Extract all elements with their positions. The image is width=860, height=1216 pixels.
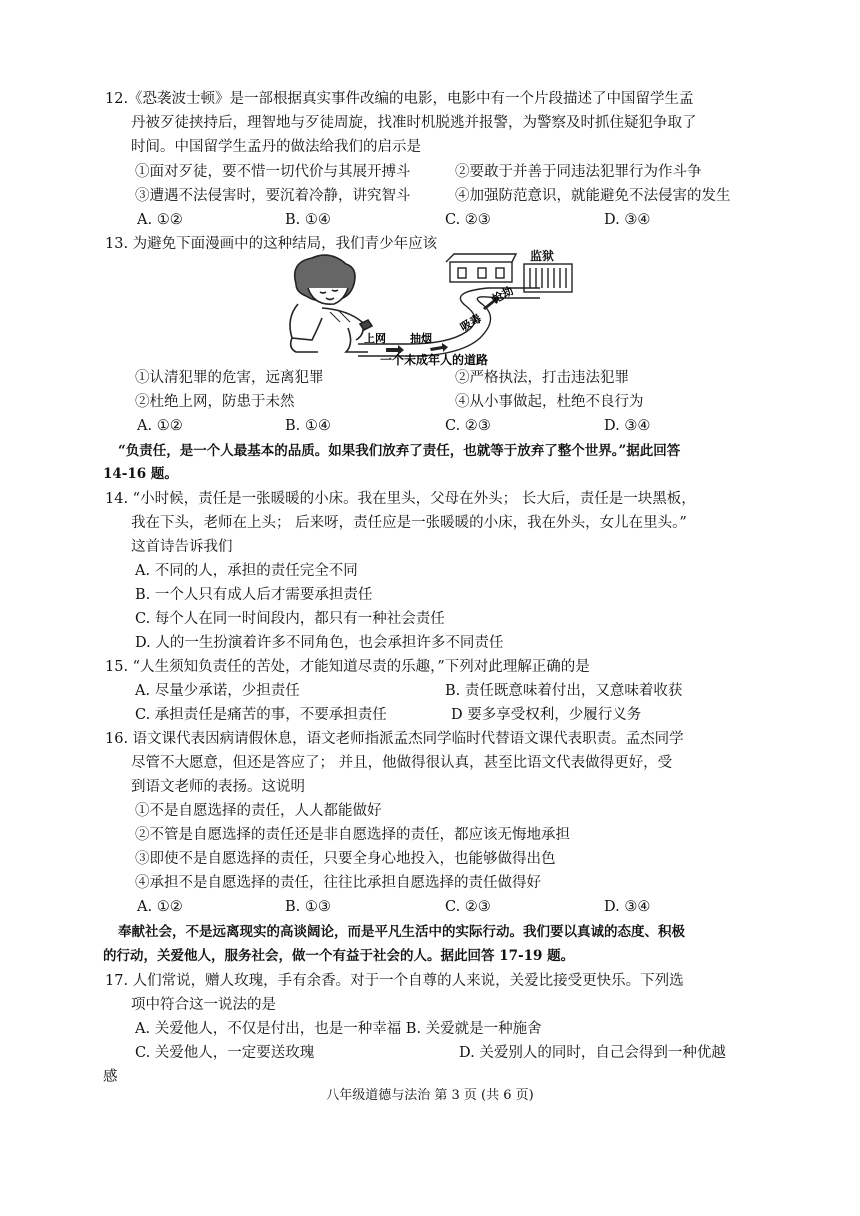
q12-option-d: D. ③④ xyxy=(604,212,651,228)
q13-cartoon xyxy=(278,248,586,366)
road-step-2: 抽烟 xyxy=(410,333,432,345)
q16-statement-1: ①不是自愿选择的责任，人人都能做好 xyxy=(135,803,382,819)
q17-option-c: C. 关爱他人，一定要送玫瑰 xyxy=(135,1045,315,1061)
q14-stem-line-3: 这首诗告诉我们 xyxy=(131,539,233,555)
q12-stem-line-2: 丹被歹徒挟持后，理智地与歹徒周旋，找准时机脱逃并报警，为警察及时抓住疑犯争取了 xyxy=(131,115,697,131)
q17-stem-line-2: 项中符合这一说法的是 xyxy=(131,997,276,1013)
q13-statement-2: ②严格执法，打击违法犯罪 xyxy=(455,370,629,386)
q16-option-b: B. ①③ xyxy=(285,899,331,915)
q13-option-d: D. ③④ xyxy=(604,418,651,434)
road-step-3: 吸毒 xyxy=(458,312,484,335)
q13-statement-1: ①认清犯罪的危害，远离犯罪 xyxy=(135,370,324,386)
intro-14-16-line-1: “负责任，是一个人最基本的品质。如果我们放弃了责任，也就等于放弃了整个世界。”据此回答 xyxy=(118,443,681,459)
q14-option-c: C. 每个人在同一时间段内，都只有一种社会责任 xyxy=(135,611,445,627)
road-step-1: 上网 xyxy=(364,333,386,345)
q16-stem-line-3: 到语文老师的表扬。这说明 xyxy=(131,779,305,795)
q12-stem-line-1: 12.《恐袭波士顿》是一部根据真实事件改编的电影，电影中有一个片段描述了中国留学生孟 xyxy=(105,91,694,107)
q16-statement-4: ④承担不是自愿选择的责任，往往比承担自愿选择的责任做得好 xyxy=(135,875,541,891)
road-step-4: 抢劫 xyxy=(490,285,516,306)
q15-option-d: D 要多享受权利，少履行义务 xyxy=(451,707,642,723)
q17-option-ab: A. 关爱他人，不仅是付出，也是一种幸福 B. 关爱就是一种施舍 xyxy=(135,1021,542,1037)
prison-label: 监狱 xyxy=(530,249,555,263)
q14-option-a: A. 不同的人，承担的责任完全不同 xyxy=(135,563,358,579)
q13-statement-3: ②杜绝上网，防患于未然 xyxy=(135,394,295,410)
intro-17-19-line-2: 的行动，关爱他人，服务社会，做一个有益于社会的人。据此回答 17-19 题。 xyxy=(103,948,575,964)
q16-option-d: D. ③④ xyxy=(604,899,651,915)
q13-option-b: B. ①④ xyxy=(285,418,331,434)
q17-stem-line-1: 17. 人们常说，赠人玫瑰，手有余香。对于一个自尊的人来说，关爱比接受更快乐。下列选 xyxy=(105,973,684,989)
teen-figure-illustration xyxy=(290,255,372,352)
q13-option-c: C. ②③ xyxy=(445,418,491,434)
q14-stem-line-2: 我在下头，老师在上头； 后来呀，责任应是一张暖暖的小床，我在外头，女儿在里头。” xyxy=(131,515,687,531)
q13-statement-4: ④从小事做起，杜绝不良行为 xyxy=(455,394,644,410)
q12-statement-4: ④加强防范意识，就能避免不法侵害的发生 xyxy=(455,188,731,204)
road-arrows xyxy=(386,297,499,355)
q13-stem: 13. 为避免下面漫画中的这种结局，我们青少年应该 xyxy=(105,236,438,252)
road-caption: 一个未成年人的道路 xyxy=(380,353,489,366)
intro-17-19-line-1: 奉献社会，不是远离现实的高谈阔论，而是平凡生活中的实际行动。我们要以真诚的态度、积极 xyxy=(118,924,685,940)
q15-option-a: A. 尽量少承诺，少担责任 xyxy=(135,683,300,699)
q12-option-a: A. ①② xyxy=(137,212,183,228)
q12-option-b: B. ①④ xyxy=(285,212,331,228)
q14-stem-line-1: 14. “小时候，责任是一张暖暖的小床。我在里头，父母在外头； 长大后，责任是一块黑板， xyxy=(105,491,696,507)
q12-statement-3: ③遭遇不法侵害时，要沉着冷静，讲究智斗 xyxy=(135,188,411,204)
page-footer: 八年级道德与法治 第 3 页 (共 6 页) xyxy=(326,1088,534,1103)
q16-statement-3: ③即使不是自愿选择的责任，只要全身心地投入，也能够做得出色 xyxy=(135,851,556,867)
q13-option-a: A. ①② xyxy=(137,418,183,434)
q15-option-c: C. 承担责任是痛苦的事，不要承担责任 xyxy=(135,707,387,723)
building-illustration xyxy=(446,254,516,282)
q15-option-b: B. 责任既意味着付出，又意味着收获 xyxy=(445,683,683,699)
q16-option-a: A. ①② xyxy=(137,899,183,915)
intro-14-16-line-2: 14-16 题。 xyxy=(103,466,178,482)
q16-option-c: C. ②③ xyxy=(445,899,491,915)
q17-option-d-continued: 感 xyxy=(103,1069,118,1085)
q15-stem: 15. “人生须知负责任的苦处，才能知道尽责的乐趣，”下列对此理解正确的是 xyxy=(105,659,590,675)
q16-stem-line-1: 16. 语文课代表因病请假休息，语文老师指派孟杰同学临时代替语文课代表职责。孟杰同学 xyxy=(105,731,684,747)
q12-option-c: C. ②③ xyxy=(445,212,491,228)
q14-option-b: B. 一个人只有成人后才需要承担责任 xyxy=(135,587,373,603)
q12-statement-1: ①面对歹徒，要不惜一切代价与其展开搏斗 xyxy=(135,164,411,180)
q12-stem-line-3: 时间。中国留学生孟丹的做法给我们的启示是 xyxy=(131,139,421,155)
q14-option-d: D. 人的一生扮演着许多不同角色，也会承担许多不同责任 xyxy=(135,635,504,651)
q12-statement-2: ②要敢于并善于同违法犯罪行为作斗争 xyxy=(455,164,702,180)
q16-stem-line-2: 尽管不大愿意，但还是答应了； 并且，他做得很认真，甚至比语文代表做得更好，受 xyxy=(131,755,673,771)
q17-option-d: D. 关爱别人的同时，自己会得到一种优越 xyxy=(459,1045,726,1061)
q16-statement-2: ②不管是自愿选择的责任还是非自愿选择的责任，都应该无悔地承担 xyxy=(135,827,570,843)
